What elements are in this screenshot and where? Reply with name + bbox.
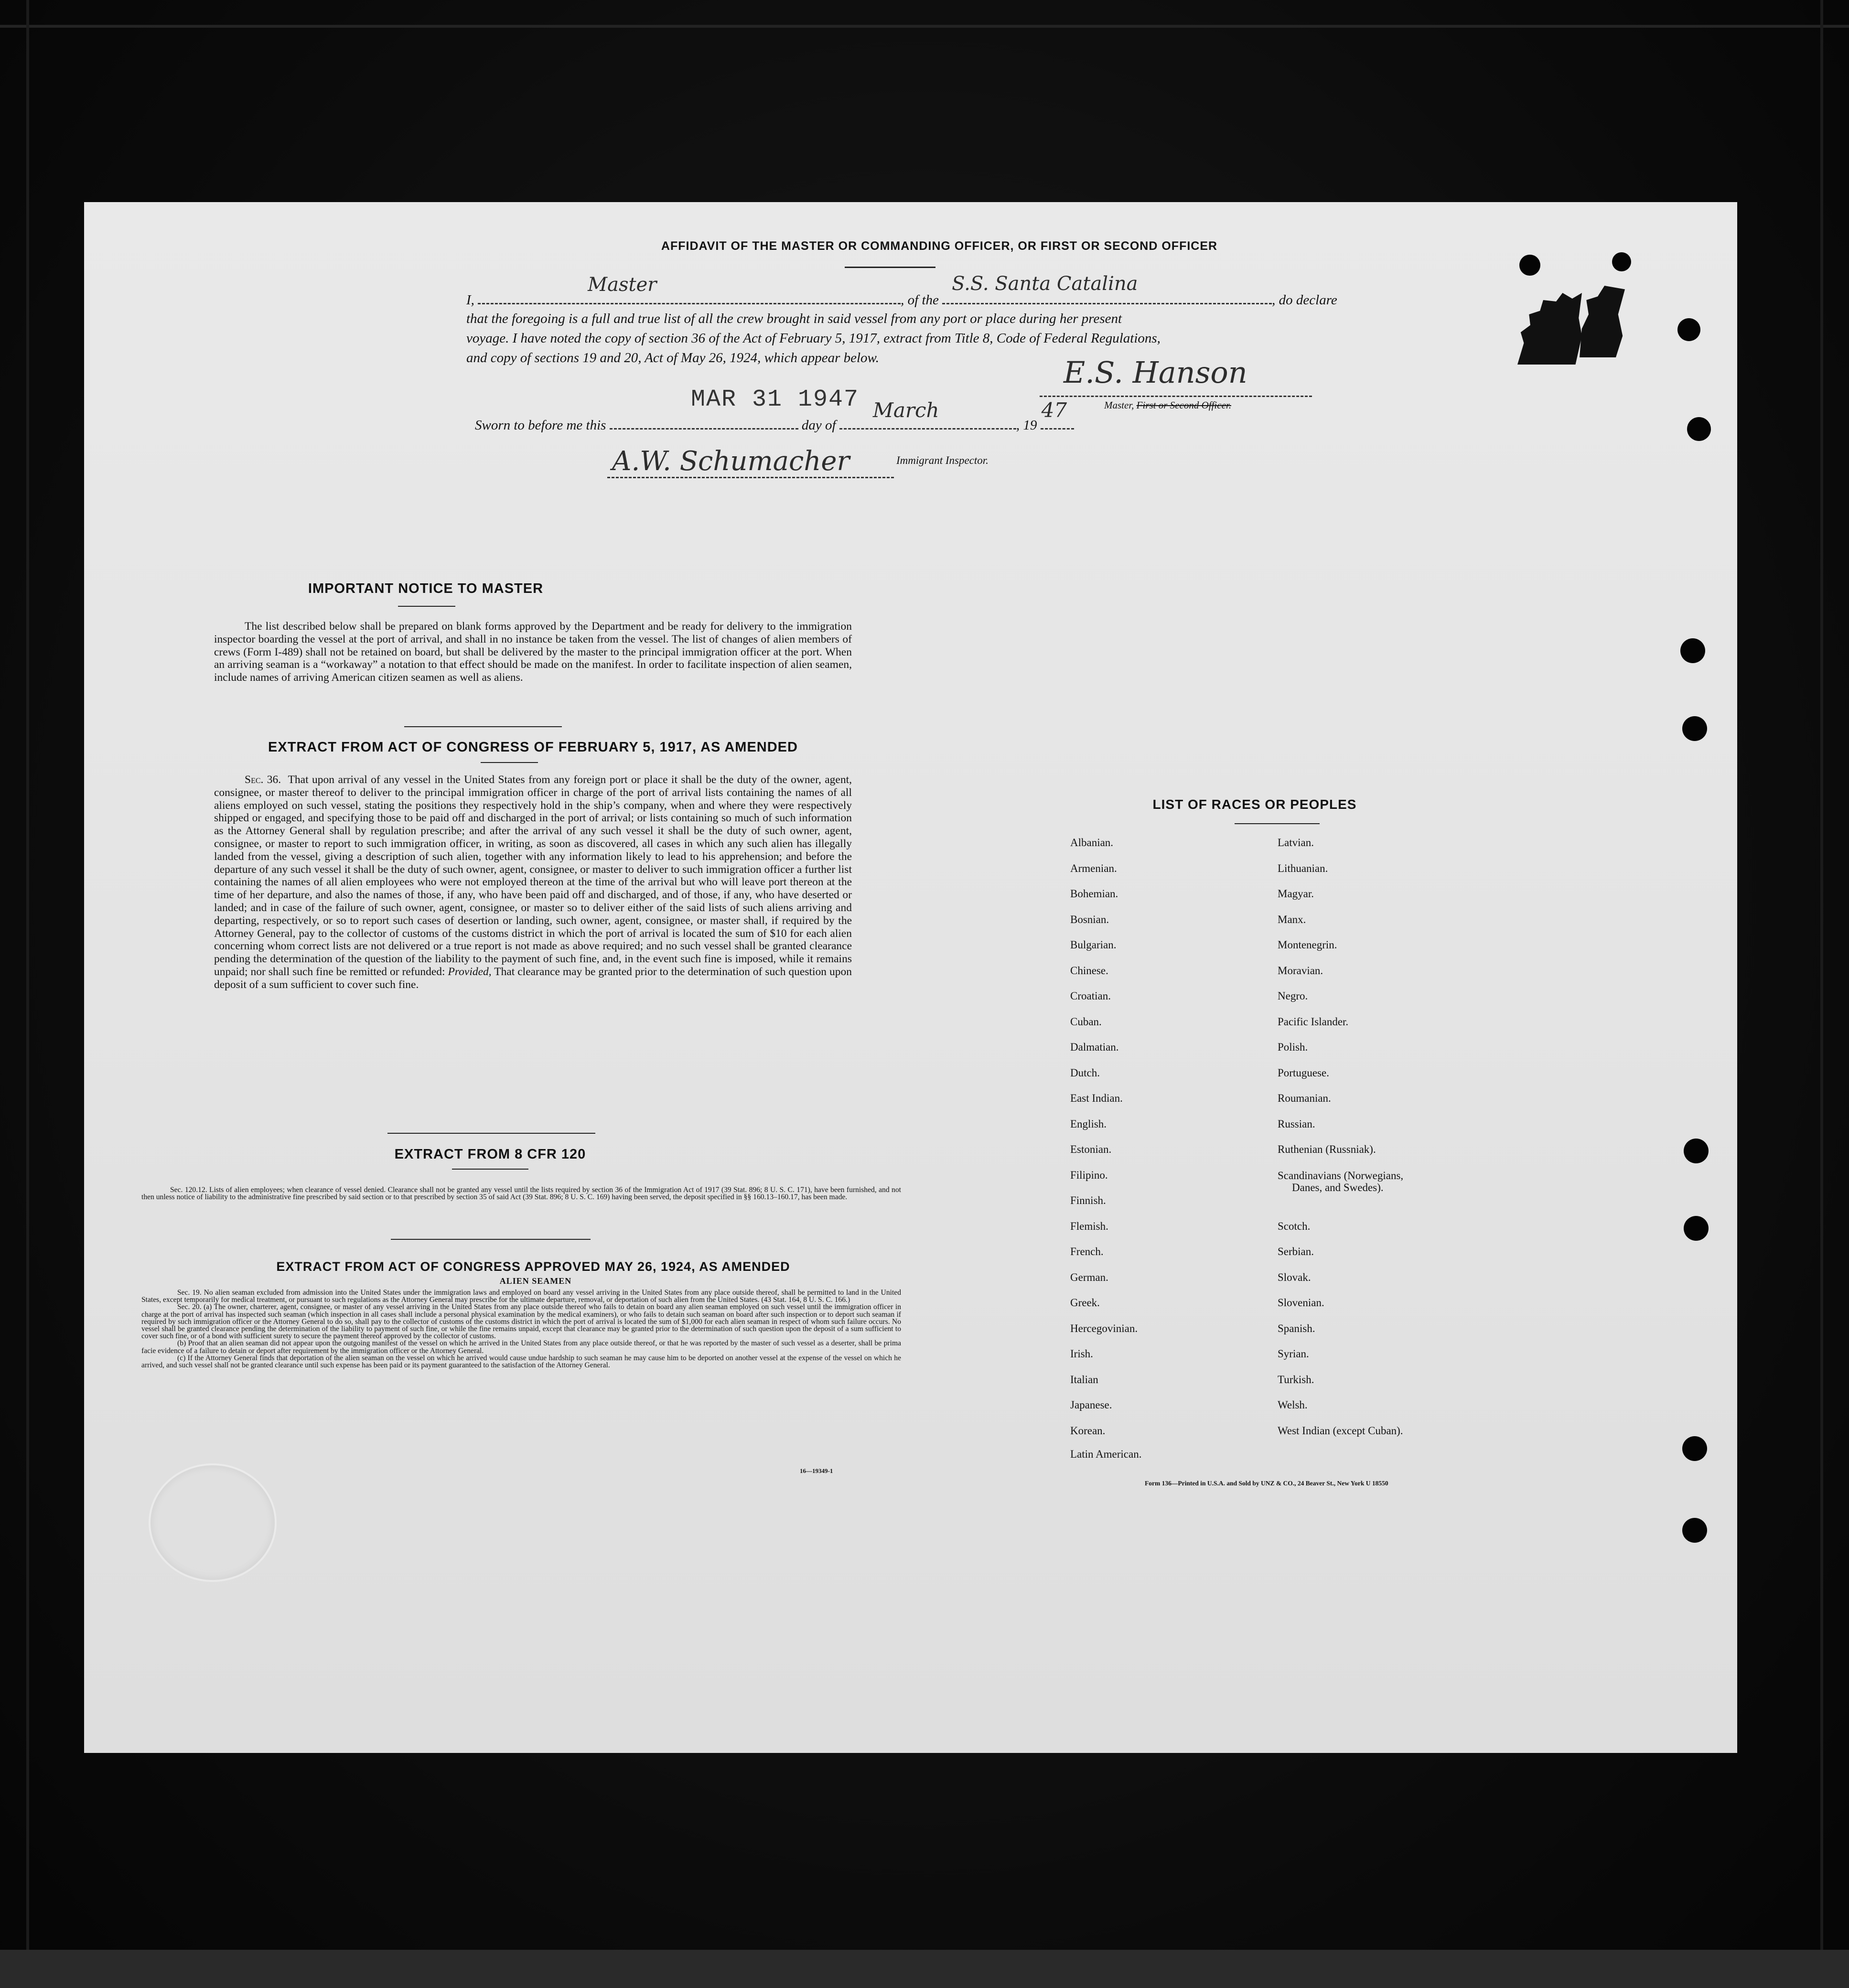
year-prefix-text: , 19 bbox=[1016, 418, 1037, 433]
inspector-signature: A.W. Schumacher bbox=[612, 446, 850, 477]
extract-1924-text bbox=[141, 1289, 901, 1369]
race-item: Dutch. bbox=[1070, 1066, 1100, 1079]
officer-caption bbox=[1104, 399, 1231, 411]
officer-caption-master: Master, bbox=[1104, 399, 1134, 411]
race-item: French. bbox=[1070, 1246, 1104, 1257]
races-column-2 bbox=[1278, 837, 1502, 1458]
divider-cfr bbox=[387, 1133, 595, 1134]
race-item: Magyar. bbox=[1278, 888, 1314, 900]
race-item: Syrian. bbox=[1278, 1348, 1309, 1360]
sworn-month-blank bbox=[839, 398, 1016, 430]
race-item: Latin American. bbox=[1070, 1448, 1142, 1460]
punch-hole bbox=[1682, 1436, 1707, 1461]
affidavit-line-2: that the foregoing is a full and true list of all the crew brought in said vessel from any port or place during her present bbox=[466, 311, 1122, 326]
printer-note: Form 136—Printed in U.S.A. and Sold by UNZ & CO., 24 Beaver St., New York U 18550 bbox=[1145, 1480, 1388, 1487]
races-column-1 bbox=[1070, 837, 1280, 1458]
scanner-edge-left bbox=[26, 0, 29, 1988]
race-item: German. bbox=[1070, 1271, 1108, 1283]
extract-cfr-title: EXTRACT FROM 8 CFR 120 bbox=[394, 1147, 586, 1162]
notice-divider bbox=[398, 606, 455, 607]
race-item: Filipino. bbox=[1070, 1169, 1108, 1181]
race-item: Japanese. bbox=[1070, 1399, 1112, 1411]
vessel-name-blank bbox=[942, 273, 1272, 304]
sec36-provided: Provided, bbox=[448, 965, 492, 978]
do-declare-text: , do declare bbox=[1272, 292, 1337, 308]
punch-hole bbox=[1680, 638, 1705, 663]
sworn-text: Sworn to before me this bbox=[475, 418, 606, 433]
race-item: Flemish. bbox=[1070, 1220, 1108, 1232]
extract-1924-subtitle: ALIEN SEAMEN bbox=[499, 1276, 572, 1286]
date-stamp: MAR 31 1947 bbox=[691, 386, 860, 413]
affidavit-line-3: voyage. I have noted the copy of section 36 of the Act of February 5, 1917, extract from Title 8, Code of Federal Regulations, bbox=[466, 331, 1161, 346]
race-item: Albanian. bbox=[1070, 837, 1114, 849]
extract-1917-title: EXTRACT FROM ACT OF CONGRESS OF FEBRUARY 5, 1917, AS AMENDED bbox=[268, 740, 798, 755]
master-name-blank bbox=[478, 274, 901, 304]
race-item: Chinese. bbox=[1070, 964, 1108, 977]
day-of-text: day of bbox=[801, 418, 836, 433]
sworn-day-blank bbox=[610, 415, 798, 430]
race-item: Spanish. bbox=[1278, 1322, 1315, 1334]
punch-hole bbox=[1677, 318, 1700, 341]
of-the-text: , of the bbox=[901, 292, 939, 308]
notice-text: The list described below shall be prepared on blank forms approved by the Department and be ready for delivery to the immigration inspector boarding the vessel at the port of arrival, and shall in no instance be taken from the vessel. The list of changes of alien members of crews (Form I-489) shall not be retained on board, but shall be delivered by the master to the principal immigration officer at the port. When an arriving seaman is a “workaway” a notation to that effect should be made on the manifest. In order to facilitate inspection of alien seamen, include names of arriving American citizen seamen as well as aliens. bbox=[214, 620, 852, 684]
race-item: Irish. bbox=[1070, 1348, 1093, 1360]
race-item: Bosnian. bbox=[1070, 913, 1109, 925]
sec36-label: Sec. 36. bbox=[245, 774, 281, 786]
race-item: Portuguese. bbox=[1278, 1066, 1329, 1079]
divider-1917 bbox=[404, 726, 562, 727]
inspector-signature-line bbox=[607, 477, 894, 478]
race-item: Latvian. bbox=[1278, 837, 1314, 849]
race-item: East Indian. bbox=[1070, 1092, 1123, 1104]
affidavit-title: AFFIDAVIT OF THE MASTER OR COMMANDING OFFICER, OR FIRST OR SECOND OFFICER bbox=[661, 239, 1218, 253]
master-handwriting: Master bbox=[588, 274, 657, 296]
scanner-edge-bottom bbox=[0, 1950, 1849, 1988]
scanner-edge-top bbox=[0, 25, 1849, 28]
race-item: Bohemian. bbox=[1070, 888, 1118, 900]
race-item: Turkish. bbox=[1278, 1373, 1314, 1386]
form-code: 16—19349-1 bbox=[800, 1467, 833, 1474]
sec19-text: Sec. 19. No alien seaman excluded from admission into the United States under the immigration laws and employed on board any vessel arriving in the United States from any place outside thereof, shall be permitted to land in the United States, except temporarily for medical treatment, or pursuant to such regulations as the Attorney General may prescribe for the ultimate departure, removal, or deportation of such alien from the United States. (43 Stat. 164, 8 U. S. C. 166.) bbox=[141, 1289, 901, 1304]
race-item: Scotch. bbox=[1278, 1220, 1311, 1232]
race-item: Cuban. bbox=[1070, 1015, 1102, 1028]
vessel-handwriting: S.S. Santa Catalina bbox=[952, 273, 1138, 295]
affidavit-line-1 bbox=[466, 273, 1415, 309]
sec36-body-end: That clearance may be granted prior to the determination of such question upon deposit of a sum sufficient to cover such fine. bbox=[214, 965, 852, 991]
race-item: English. bbox=[1070, 1118, 1107, 1130]
race-item: Moravian. bbox=[1278, 964, 1323, 977]
sworn-year-blank bbox=[1041, 398, 1074, 430]
affidavit-line-4: and copy of sections 19 and 20, Act of May 26, 1924, which appear below. bbox=[466, 350, 879, 365]
scanner-edge-right bbox=[1820, 0, 1823, 1988]
race-item: Croatian. bbox=[1070, 990, 1111, 1002]
affidavit-i: I, bbox=[466, 292, 474, 308]
sec20b-text: (b) Proof that an alien seaman did not appear upon the outgoing manifest of the vessel on which he arrived in the United States from any place outside thereof, or that he was reported by the master of such vessel as a deserter, shall be prima facie evidence of a failure to detain or deport after requirement by the immigration officer or the Attorney General. bbox=[141, 1339, 901, 1355]
races-title: LIST OF RACES OR PEOPLES bbox=[1152, 797, 1357, 812]
race-item: Roumanian. bbox=[1278, 1092, 1331, 1104]
race-item: Russian. bbox=[1278, 1118, 1315, 1130]
race-item: Bulgarian. bbox=[1070, 939, 1117, 951]
officer-signature: E.S. Hanson bbox=[1064, 355, 1247, 390]
punch-hole bbox=[1682, 716, 1707, 741]
race-item: Dalmatian. bbox=[1070, 1041, 1119, 1053]
race-item: Finnish. bbox=[1070, 1194, 1106, 1206]
document-page bbox=[84, 202, 1737, 1753]
punch-hole bbox=[1682, 1518, 1707, 1543]
torn-blot bbox=[1580, 286, 1625, 357]
race-item: Estonian. bbox=[1070, 1143, 1112, 1155]
race-item: West Indian (except Cuban). bbox=[1278, 1424, 1403, 1437]
races-divider bbox=[1235, 823, 1320, 824]
title-divider bbox=[845, 267, 935, 268]
extract-1924-title: EXTRACT FROM ACT OF CONGRESS APPROVED MAY 26, 1924, AS AMENDED bbox=[276, 1259, 790, 1274]
sec20c-text: (c) If the Attorney General finds that deportation of the alien seaman on the vessel on which he arrived would cause undue hardship to such seaman he may cause him to be deported on another vessel at the expense of the vessel on which he arrived, and such vessel shall not be granted clearance until such expense has been paid or its payment guaranteed to the satisfaction of the Attorney General. bbox=[141, 1354, 901, 1370]
inspector-caption: Immigrant Inspector. bbox=[896, 454, 989, 466]
race-item: Armenian. bbox=[1070, 862, 1117, 874]
race-item: Greek. bbox=[1070, 1297, 1100, 1309]
extract-cfr-text: Sec. 120.12. Lists of alien employees; when clearance of vessel denied. Clearance shall not be granted any vessel until the lists required by section 36 of the Immigration Act of 1917 (39 Stat. 896; 8 U. S. C. 171), have been furnished, and not then unless notice of liability to the administrative fine prescribed by said section or to that prescribed by section 35 of said Act (39 Stat. 896; 8 U. S. C. 169) having been served, the deposit specified in §§ 160.13–160.17, has been made. bbox=[141, 1186, 901, 1202]
race-item: Polish. bbox=[1278, 1041, 1308, 1053]
race-item: Slovak. bbox=[1278, 1271, 1311, 1283]
officer-signature-line bbox=[1040, 396, 1312, 397]
race-item: Ruthenian (Russniak). bbox=[1278, 1143, 1376, 1155]
race-item: Italian bbox=[1070, 1373, 1098, 1386]
race-item: Manx. bbox=[1278, 913, 1306, 925]
extract-1917-text bbox=[214, 774, 852, 991]
punch-hole bbox=[1684, 1139, 1709, 1163]
race-item: Welsh. bbox=[1278, 1399, 1308, 1411]
race-item: Pacific Islander. bbox=[1278, 1015, 1349, 1028]
notice-title: IMPORTANT NOTICE TO MASTER bbox=[308, 581, 544, 596]
sec20a-text: Sec. 20. (a) The owner, charterer, agent, consignee, or master of any vessel arriving in the United States from any place outside thereof who fails to detain on board any alien seaman employed on such vessel until the immigration officer in charge at the port of arrival has inspected such seaman (which inspection in all cases shall include a personal physical examination by the medical examiners), or who fails to detain such seaman on board after such inspection or to deport such seaman if required by such immigration officer or the Attorney General to do so, shall pay to the collector of customs of the customs district in which the port of arrival is located the sum of $1,000 for each alien seaman in respect of whom such failure occurs. No vessel shall be granted clearance pending the determination of the liability to payment of such fine, or while the fine remains unpaid, except that clearance may be granted prior to the determination of such question upon the deposit of a sum sufficient to cover such fine, or of a bond with sufficient surety to secure the payment thereof approved by the collector of customs. bbox=[141, 1303, 901, 1341]
extract-cfr-underline bbox=[452, 1169, 528, 1170]
race-item: Slovenian. bbox=[1278, 1297, 1324, 1309]
year-handwriting: 47 bbox=[1041, 398, 1067, 422]
race-item: Danes, and Swedes). bbox=[1292, 1182, 1384, 1193]
race-item: Scandinavians (Norwegians, bbox=[1278, 1170, 1404, 1182]
embossed-seal bbox=[149, 1463, 277, 1582]
officer-caption-struck: First or Second Officer. bbox=[1136, 399, 1231, 411]
punch-hole bbox=[1519, 255, 1540, 276]
affidavit-text bbox=[466, 273, 1415, 368]
punch-hole bbox=[1687, 417, 1711, 441]
race-item: Montenegrin. bbox=[1278, 939, 1337, 951]
race-item: Serbian. bbox=[1278, 1246, 1314, 1257]
torn-blot bbox=[1517, 293, 1582, 365]
race-item: Korean. bbox=[1070, 1424, 1106, 1437]
punch-hole bbox=[1684, 1216, 1709, 1241]
divider-1924 bbox=[391, 1239, 591, 1240]
race-item: Hercegovinian. bbox=[1070, 1322, 1138, 1334]
extract-1917-underline bbox=[481, 762, 538, 763]
race-item: Lithuanian. bbox=[1278, 862, 1328, 874]
sec36-body: That upon arrival of any vessel in the United States from any foreign port or place it shall be the duty of the owner, agent, consignee, or master thereof to deliver to the principal immigration officer in charge of the port of arrival lists containing the names of all aliens employed on such vessel, stating the positions they respectively hold in the ship’s company, when and where they were respectively shipped or engaged, and specifying those to be paid off and discharged in the port of arrival; or lists containing so much of such information as the Attorney General shall by regulation prescribe; and after the arrival of any such vessel it shall be the duty of such owner, agent, consignee, or master to report to such immigration officer, in writing, as soon as discovered, all cases in which any such alien has illegally landed from the vessel, giving a description of such alien, together with any information likely to lead to his apprehension; and before the departure of any such vessel it shall be the duty of such owner, agent, consignee, or master to deliver to such immigration officer a further list containing the names of all alien employees who were not employed thereon at the time of the arrival but who will leave port thereon at the time of her departure, and also the names of those, if any, who have been paid off and discharged, and of those, if any, who have deserted or landed; and in case of the failure of such owner, agent, consignee, or master so to deliver either of the said lists of such aliens arriving and departing, respectively, or so to report such cases of desertion or landing, such owner, agent, consignee, or master shall, if required by the Attorney General, pay to the collector of customs of the customs district in which the port of arrival is located the sum of $10 for each alien concerning whom correct lists are not delivered or a true report is not made as above required; and no such vessel shall be granted clearance pending the determination of the question of the liability to the payment of such fine, and, in the event such fine is imposed, while it remains unpaid; nor shall such fine be remitted or refunded: bbox=[214, 774, 852, 978]
punch-hole bbox=[1612, 252, 1631, 271]
race-item: Negro. bbox=[1278, 990, 1308, 1002]
month-handwriting: March bbox=[872, 398, 939, 422]
